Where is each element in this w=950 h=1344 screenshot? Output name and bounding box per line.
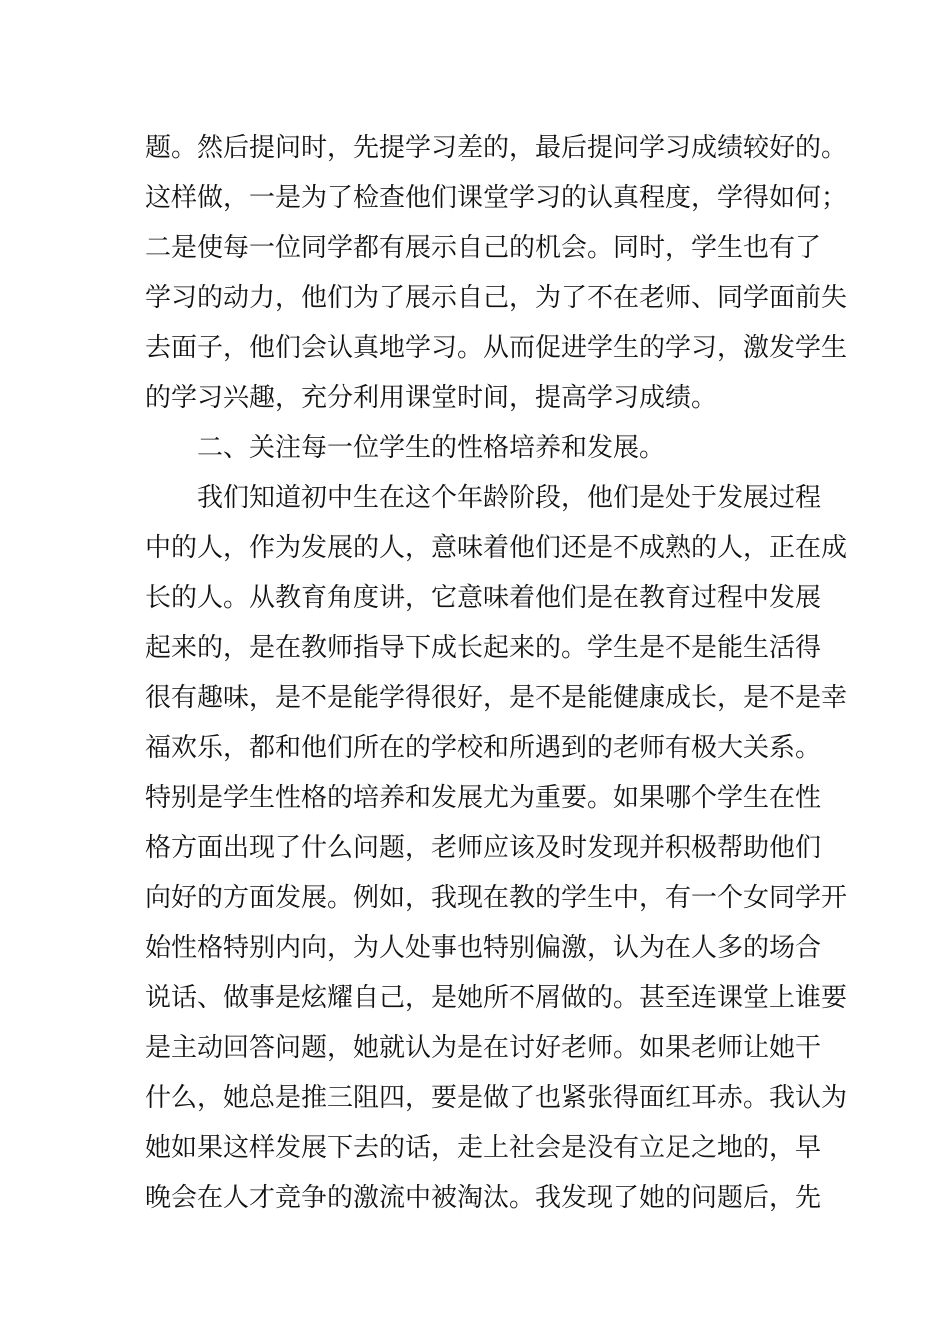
text-line: 说话、做事是炫耀自己，是她所不屑做的。甚至连课堂上谁要: [145, 983, 848, 1013]
text-line: 特别是学生性格的培养和发展尤为重要。如果哪个学生在性: [145, 783, 822, 813]
text-line: 是主动回答问题，她就认为是在讨好老师。如果老师让她干: [145, 1033, 822, 1063]
text-line: 始性格特别内向，为人处事也特别偏激，认为在人多的场合: [145, 933, 822, 963]
text-line: 起来的，是在教师指导下成长起来的。学生是不是能生活得: [145, 633, 822, 663]
text-line: 长的人。从教育角度讲，它意味着他们是在教育过程中发展: [145, 583, 822, 613]
text-line: 学习的动力，他们为了展示自己，为了不在老师、同学面前失: [145, 283, 848, 313]
text-line: 题。然后提问时，先提学习差的，最后提问学习成绩较好的。: [145, 133, 848, 163]
text-line: 二是使每一位同学都有展示自己的机会。同时，学生也有了: [145, 233, 822, 263]
text-line: 这样做，一是为了检查他们课堂学习的认真程度，学得如何；: [145, 183, 848, 213]
text-line: 中的人，作为发展的人，意味着他们还是不成熟的人，正在成: [145, 533, 848, 563]
text-line: 福欢乐，都和他们所在的学校和所遇到的老师有极大关系。: [145, 733, 822, 763]
text-line: 的学习兴趣，充分利用课堂时间，提高学习成绩。: [145, 383, 718, 413]
section-heading: 二、关注每一位学生的性格培养和发展。: [197, 433, 666, 463]
text-line: 格方面出现了什么问题，老师应该及时发现并积极帮助他们: [145, 833, 822, 863]
text-line: 我们知道初中生在这个年龄阶段，他们是处于发展过程: [197, 483, 822, 513]
text-line: 去面子，他们会认真地学习。从而促进学生的学习，激发学生: [145, 333, 848, 363]
text-line: 向好的方面发展。例如，我现在教的学生中，有一个女同学开: [145, 883, 848, 913]
text-line: 什么，她总是推三阻四，要是做了也紧张得面红耳赤。我认为: [145, 1083, 848, 1113]
text-line: 晚会在人才竞争的激流中被淘汰。我发现了她的问题后，先: [145, 1183, 822, 1213]
text-line: 她如果这样发展下去的话，走上社会是没有立足之地的，早: [145, 1133, 822, 1163]
text-line: 很有趣味，是不是能学得很好，是不是能健康成长，是不是幸: [145, 683, 848, 713]
